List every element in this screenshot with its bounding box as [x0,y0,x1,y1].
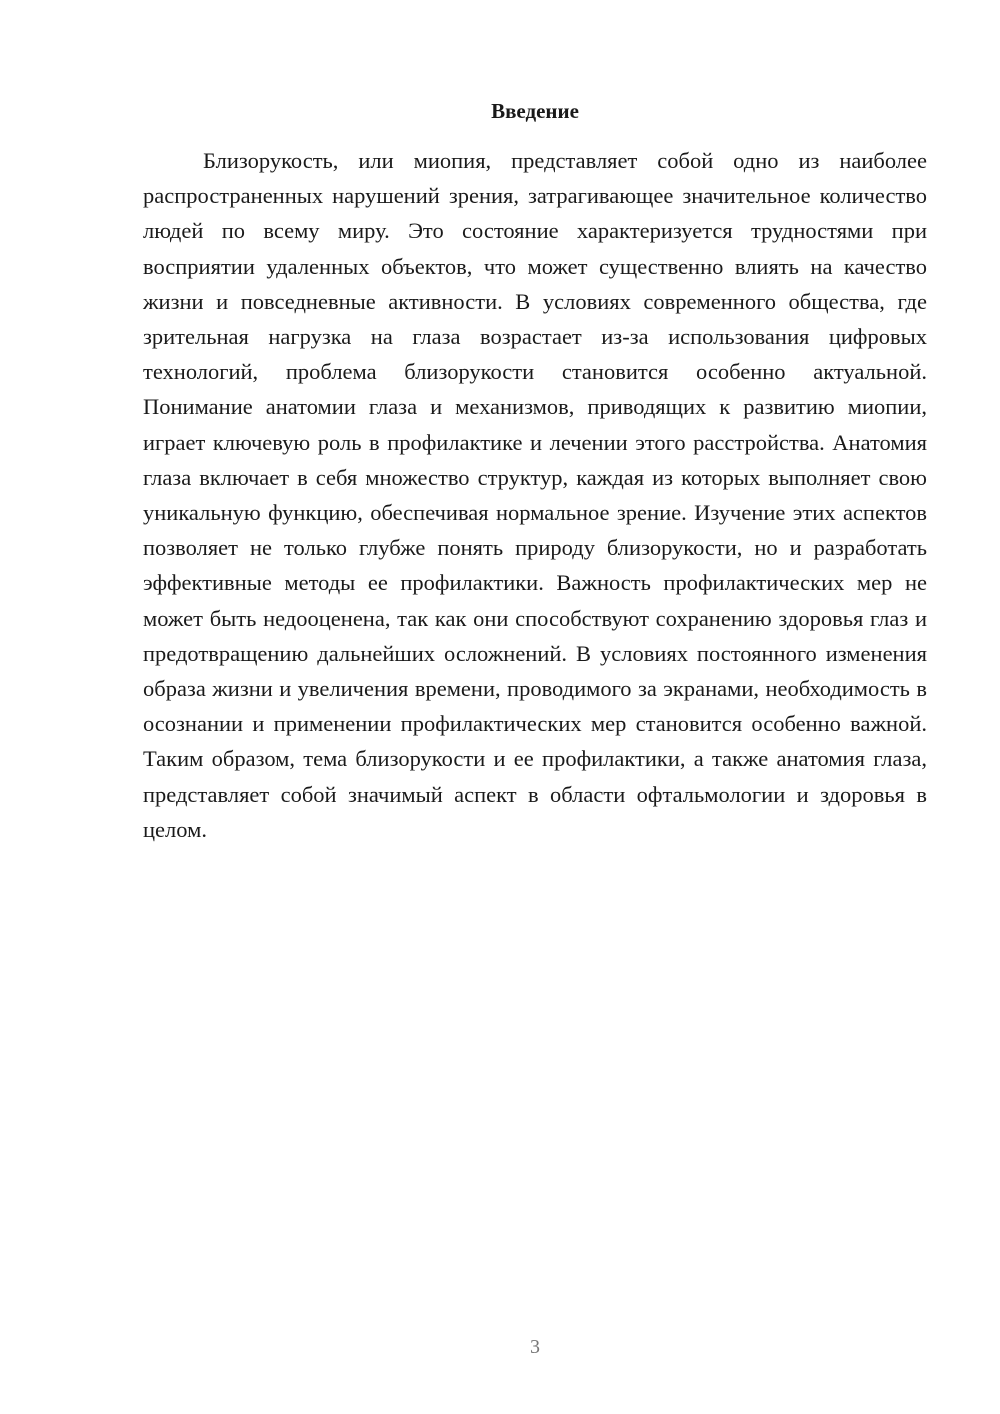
page-number: 3 [530,1336,540,1358]
page-title: Введение [491,99,579,123]
body-paragraph: Близорукость, или миопия, представляет собой одно из наиболее распространенных нарушений зрения, затрагивающее значительное количество людей по всему миру. Это состояние характеризуется трудностями при восприятии удаленных объектов, что может существенно влиять на качество жизни и повседневные активности. В условиях современного общества, где зрительная нагрузка на глаза возрастает из-за использования цифровых технологий, проблема близорукости становится особенно актуальной. Понимание анатомии глаза и механизмов, приводящих к развитию миопии, играет ключевую роль в профилактике и лечении этого расстройства. Анатомия глаза включает в себя множество структур, каждая из которых выполняет свою уникальную функцию, обеспечивая нормальное зрение. Изучение этих аспектов позволяет не только глубже понять природу близорукости, но и разработать эффективные методы ее профилактики. Важность профилактических мер не может быть недооценена, так как они способствуют сохранению здоровья глаз и предотвращению дальнейших осложнений. В условиях постоянного изменения образа жизни и увеличения времени, проводимого за экранами, необходимость в осознании и применении профилактических мер становится особенно важной. Таким образом, тема близорукости и ее профилактики, а также анатомия глаза, представляет собой значимый аспект в области офтальмологии и здоровья в целом. [143,148,927,842]
